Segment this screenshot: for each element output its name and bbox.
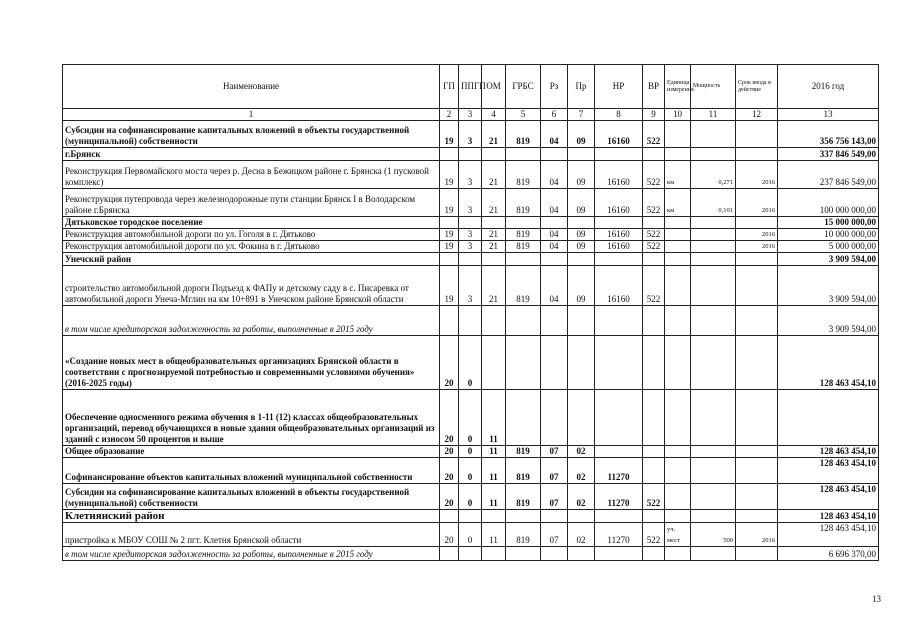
power-cell [691, 390, 736, 446]
ppgp-cell [459, 547, 482, 561]
grbs-cell: 819 [506, 458, 541, 484]
grbs-cell: 819 [506, 523, 541, 547]
grbs-cell [506, 306, 541, 336]
table-row [63, 161, 879, 189]
unit-cell [665, 148, 691, 161]
unit-cell [665, 458, 691, 484]
om-cell: 11 [482, 446, 506, 458]
pr-cell: 09 [568, 241, 595, 253]
gp-cell: 19 [440, 189, 459, 217]
ppgp-cell [459, 148, 482, 161]
om-cell [482, 253, 506, 266]
amount-cell: 10 000 000,00 [778, 229, 879, 241]
nr-cell: 16160 [595, 229, 643, 241]
nr-cell [595, 253, 643, 266]
amount-cell: 128 463 454,10 [778, 446, 879, 458]
power-cell [691, 121, 736, 148]
term-cell: 2016 [736, 189, 778, 217]
amount-cell: 128 463 454,10 [778, 484, 879, 510]
power-cell [691, 458, 736, 484]
unit-cell [665, 217, 691, 229]
nr-cell: 16160 [595, 241, 643, 253]
power-cell: 0,101 [691, 189, 736, 217]
grbs-cell: 819 [506, 121, 541, 148]
ppgp-cell: 0 [459, 523, 482, 547]
om-cell [482, 510, 506, 523]
grbs-cell [506, 217, 541, 229]
ppgp-cell: 0 [459, 446, 482, 458]
term-cell: 2016 [736, 523, 778, 547]
ppgp-cell: 3 [459, 229, 482, 241]
power-cell [691, 547, 736, 561]
column-header-vr: ВР [643, 65, 665, 109]
row-name: в том числе кредиторская задолженность за работы, выполненные в 2015 году [63, 547, 440, 561]
pr-cell: 02 [568, 458, 595, 484]
om-cell [482, 547, 506, 561]
rz-cell [541, 336, 568, 390]
rz-cell: 07 [541, 523, 568, 547]
power-cell [691, 241, 736, 253]
nr-cell: 16160 [595, 161, 643, 189]
term-cell [736, 390, 778, 446]
term-cell [736, 484, 778, 510]
power-cell [691, 306, 736, 336]
amount-cell: 237 846 549,00 [778, 161, 879, 189]
table-row [63, 336, 879, 390]
column-header-nr: НР [595, 65, 643, 109]
amount-cell: 337 846 549,00 [778, 148, 879, 161]
grbs-cell: 819 [506, 266, 541, 306]
table-row [63, 484, 879, 510]
term-cell [736, 253, 778, 266]
power-cell [691, 446, 736, 458]
ppgp-cell [459, 306, 482, 336]
grbs-cell: 819 [506, 241, 541, 253]
pr-cell [568, 390, 595, 446]
nr-cell: 11270 [595, 523, 643, 547]
column-number: 13 [778, 109, 879, 121]
pr-cell: 09 [568, 266, 595, 306]
row-name: Субсидии на софинансирование капитальных вложений в объекты государственной (муниципальной) собственности [63, 121, 440, 148]
term-cell: 2016 [736, 241, 778, 253]
column-number: 11 [691, 109, 736, 121]
unit-cell [665, 266, 691, 306]
nr-cell: 11270 [595, 484, 643, 510]
vr-cell: 522 [643, 161, 665, 189]
row-name: в том числе кредиторская задолженность за работы, выполненные в 2015 году [63, 306, 440, 336]
grbs-cell [506, 336, 541, 390]
vr-cell: 522 [643, 266, 665, 306]
unit-cell [665, 547, 691, 561]
rz-cell [541, 217, 568, 229]
nr-cell [595, 336, 643, 390]
row-name: Реконструкция Первомайского моста через р. Десна в Бежицком районе г. Брянска (1 пусковой комплекс) [63, 161, 440, 189]
table-row [63, 241, 879, 253]
table-body [63, 121, 879, 561]
ppgp-cell: 0 [459, 390, 482, 446]
column-number: 9 [643, 109, 665, 121]
amount-cell: 356 756 143,00 [778, 121, 879, 148]
page-number: 13 [872, 594, 881, 604]
column-header-ppgp: ППГП [459, 65, 482, 109]
om-cell: 11 [482, 484, 506, 510]
ppgp-cell: 0 [459, 484, 482, 510]
amount-cell: 15 000 000,00 [778, 217, 879, 229]
column-number: 8 [595, 109, 643, 121]
gp-cell: 20 [440, 336, 459, 390]
gp-cell: 19 [440, 266, 459, 306]
rz-cell: 04 [541, 241, 568, 253]
budget-table [62, 64, 879, 561]
gp-cell: 19 [440, 229, 459, 241]
amount-cell: 128 463 454,10 [778, 523, 879, 547]
vr-cell [643, 510, 665, 523]
vr-cell [643, 253, 665, 266]
vr-cell [643, 148, 665, 161]
table-row [63, 229, 879, 241]
grbs-cell [506, 253, 541, 266]
pr-cell: 09 [568, 189, 595, 217]
gp-cell: 20 [440, 390, 459, 446]
vr-cell [643, 306, 665, 336]
grbs-cell [506, 390, 541, 446]
table-row [63, 148, 879, 161]
unit-cell [665, 446, 691, 458]
rz-cell [541, 547, 568, 561]
amount-cell: 3 909 594,00 [778, 253, 879, 266]
vr-cell: 522 [643, 523, 665, 547]
unit-cell [665, 253, 691, 266]
gp-cell [440, 547, 459, 561]
header-row [63, 65, 879, 109]
om-cell [482, 148, 506, 161]
gp-cell: 20 [440, 523, 459, 547]
row-name: г.Брянск [63, 148, 440, 161]
om-cell: 21 [482, 229, 506, 241]
amount-cell: 128 463 454,10 [778, 510, 879, 523]
nr-cell [595, 148, 643, 161]
grbs-cell [506, 148, 541, 161]
ppgp-cell: 3 [459, 266, 482, 306]
term-cell [736, 217, 778, 229]
term-cell [736, 547, 778, 561]
pr-cell [568, 306, 595, 336]
ppgp-cell [459, 217, 482, 229]
om-cell [482, 336, 506, 390]
om-cell [482, 306, 506, 336]
grbs-cell: 819 [506, 161, 541, 189]
table-row [63, 189, 879, 217]
rz-cell: 07 [541, 458, 568, 484]
rz-cell [541, 148, 568, 161]
ppgp-cell: 0 [459, 336, 482, 390]
gp-cell: 20 [440, 484, 459, 510]
amount-cell: 100 000 000,00 [778, 189, 879, 217]
column-header-power: Мощность [691, 65, 736, 109]
pr-cell: 02 [568, 523, 595, 547]
ppgp-cell: 3 [459, 121, 482, 148]
rz-cell: 07 [541, 446, 568, 458]
row-name: Дятьковское городское поселение [63, 217, 440, 229]
rz-cell: 04 [541, 189, 568, 217]
unit-cell [665, 241, 691, 253]
term-cell [736, 266, 778, 306]
unit-cell: уч. мест [665, 523, 691, 547]
nr-cell [595, 510, 643, 523]
gp-cell: 19 [440, 241, 459, 253]
ppgp-cell [459, 253, 482, 266]
power-cell: 500 [691, 523, 736, 547]
column-header-pr: Пр [568, 65, 595, 109]
vr-cell [643, 458, 665, 484]
table-row [63, 446, 879, 458]
term-cell: 2016 [736, 161, 778, 189]
column-header-term: Срок ввода в действие [736, 65, 778, 109]
gp-cell: 19 [440, 161, 459, 189]
om-cell: 11 [482, 458, 506, 484]
term-cell [736, 336, 778, 390]
rz-cell: 04 [541, 266, 568, 306]
grbs-cell [506, 547, 541, 561]
row-name: Клетнянский район [63, 510, 440, 523]
column-number: 1 [63, 109, 440, 121]
power-cell [691, 229, 736, 241]
column-header-unit: Единица измерения [665, 65, 691, 109]
row-name: «Создание новых мест в общеобразовательных организациях Брянской области в соответствии с прогнозируемой потребностью и современными условиями обучения» (2016-2025 годы) [63, 336, 440, 390]
pr-cell: 09 [568, 121, 595, 148]
om-cell: 21 [482, 189, 506, 217]
vr-cell: 522 [643, 241, 665, 253]
column-number: 7 [568, 109, 595, 121]
gp-cell: 19 [440, 121, 459, 148]
row-name: Обеспечение односменного режима обучения в 1-11 (12) классах общеобразовательных организаций, перевод обучающихся в новые здания общеобразовательных организаций из зданий с износом 50 процентов и выше [63, 390, 440, 446]
gp-cell [440, 217, 459, 229]
unit-cell [665, 484, 691, 510]
nr-cell: 16160 [595, 266, 643, 306]
power-cell [691, 217, 736, 229]
row-name: Реконструкция путепровода через железнодорожные пути станции Брянск I в Володарском районе г.Брянска [63, 189, 440, 217]
om-cell: 21 [482, 241, 506, 253]
power-cell [691, 510, 736, 523]
om-cell [482, 217, 506, 229]
gp-cell [440, 253, 459, 266]
amount-cell: 3 909 594,00 [778, 306, 879, 336]
power-cell [691, 484, 736, 510]
column-number: 2 [440, 109, 459, 121]
power-cell: 0,271 [691, 161, 736, 189]
grbs-cell [506, 510, 541, 523]
pr-cell [568, 253, 595, 266]
column-header-name: Наименование [63, 65, 440, 109]
pr-cell: 02 [568, 446, 595, 458]
grbs-cell: 819 [506, 229, 541, 241]
row-name: Реконструкция автомобильной дороги по ул. Фокина в г. Дятьково [63, 241, 440, 253]
table-row [63, 523, 879, 547]
amount-cell: 6 696 370,00 [778, 547, 879, 561]
ppgp-cell: 0 [459, 458, 482, 484]
amount-cell: 5 000 000,00 [778, 241, 879, 253]
om-cell: 21 [482, 121, 506, 148]
term-cell [736, 148, 778, 161]
column-header-rz: Рз [541, 65, 568, 109]
pr-cell [568, 148, 595, 161]
unit-cell: км [665, 161, 691, 189]
nr-cell [595, 390, 643, 446]
column-header-gp: ГП [440, 65, 459, 109]
unit-cell [665, 510, 691, 523]
nr-cell [595, 217, 643, 229]
ppgp-cell [459, 510, 482, 523]
table-row [63, 217, 879, 229]
pr-cell: 09 [568, 161, 595, 189]
vr-cell: 522 [643, 229, 665, 241]
table-row [63, 458, 879, 484]
row-name: строительство автомобильной дороги Подъезд к ФАПу и детскому саду в с. Писаревка от автомобильной дороги Унеча-Мглин на км 10+891 в Унечском районе Брянской области [63, 266, 440, 306]
rz-cell: 04 [541, 121, 568, 148]
table-row [63, 306, 879, 336]
column-number: 4 [482, 109, 506, 121]
row-name: Субсидии на софинансирование капитальных вложений в объекты государственной (муниципальной) собственности [63, 484, 440, 510]
gp-cell: 20 [440, 446, 459, 458]
unit-cell: км [665, 189, 691, 217]
row-name: пристройка к МБОУ СОШ № 2 пгт. Клетня Брянской области [63, 523, 440, 547]
column-header-year: 2016 год [778, 65, 879, 109]
power-cell [691, 336, 736, 390]
nr-cell: 11270 [595, 458, 643, 484]
term-cell [736, 510, 778, 523]
nr-cell [595, 306, 643, 336]
amount-cell [778, 390, 879, 446]
column-number: 3 [459, 109, 482, 121]
om-cell: 21 [482, 161, 506, 189]
unit-cell [665, 121, 691, 148]
vr-cell [643, 547, 665, 561]
vr-cell [643, 217, 665, 229]
amount-cell: 3 909 594,00 [778, 266, 879, 306]
rz-cell: 07 [541, 484, 568, 510]
nr-cell [595, 547, 643, 561]
nr-cell: 16160 [595, 189, 643, 217]
unit-cell [665, 306, 691, 336]
vr-cell [643, 336, 665, 390]
om-cell: 11 [482, 390, 506, 446]
table-row [63, 121, 879, 148]
term-cell [736, 121, 778, 148]
column-header-om: ОМ [482, 65, 506, 109]
rz-cell [541, 390, 568, 446]
om-cell: 11 [482, 523, 506, 547]
unit-cell [665, 390, 691, 446]
vr-cell [643, 446, 665, 458]
column-header-grbs: ГРБС [506, 65, 541, 109]
rz-cell: 04 [541, 161, 568, 189]
pr-cell [568, 336, 595, 390]
unit-cell [665, 336, 691, 390]
column-number: 6 [541, 109, 568, 121]
vr-cell [643, 390, 665, 446]
grbs-cell: 819 [506, 189, 541, 217]
power-cell [691, 148, 736, 161]
vr-cell: 522 [643, 484, 665, 510]
table-row [63, 266, 879, 306]
term-cell: 2016 [736, 229, 778, 241]
pr-cell: 09 [568, 229, 595, 241]
rz-cell: 04 [541, 229, 568, 241]
row-name: Софинансирование объектов капитальных вложений муниципальной собственности [63, 458, 440, 484]
power-cell [691, 266, 736, 306]
grbs-cell: 819 [506, 484, 541, 510]
amount-cell: 128 463 454,10 [778, 336, 879, 390]
om-cell: 21 [482, 266, 506, 306]
pr-cell: 02 [568, 484, 595, 510]
ppgp-cell: 3 [459, 161, 482, 189]
table-row [63, 253, 879, 266]
rz-cell [541, 510, 568, 523]
row-name: Общее образование [63, 446, 440, 458]
row-name: Реконструкция автомобильной дороги по ул. Гоголя в г. Дятьково [63, 229, 440, 241]
amount-cell: 128 463 454,10 [778, 458, 879, 484]
column-number: 5 [506, 109, 541, 121]
ppgp-cell: 3 [459, 189, 482, 217]
gp-cell [440, 306, 459, 336]
grbs-cell: 819 [506, 446, 541, 458]
rz-cell [541, 253, 568, 266]
pr-cell [568, 217, 595, 229]
column-number: 12 [736, 109, 778, 121]
term-cell [736, 446, 778, 458]
column-number-row [63, 109, 879, 121]
table-row [63, 510, 879, 523]
nr-cell [595, 446, 643, 458]
row-name: Унечский район [63, 253, 440, 266]
pr-cell [568, 510, 595, 523]
rz-cell [541, 306, 568, 336]
nr-cell: 16160 [595, 121, 643, 148]
gp-cell [440, 148, 459, 161]
vr-cell: 522 [643, 189, 665, 217]
term-cell [736, 306, 778, 336]
column-number: 10 [665, 109, 691, 121]
ppgp-cell: 3 [459, 241, 482, 253]
table-row [63, 390, 879, 446]
gp-cell [440, 510, 459, 523]
gp-cell: 20 [440, 458, 459, 484]
power-cell [691, 253, 736, 266]
table-row [63, 547, 879, 561]
term-cell [736, 458, 778, 484]
pr-cell [568, 547, 595, 561]
vr-cell: 522 [643, 121, 665, 148]
unit-cell [665, 229, 691, 241]
